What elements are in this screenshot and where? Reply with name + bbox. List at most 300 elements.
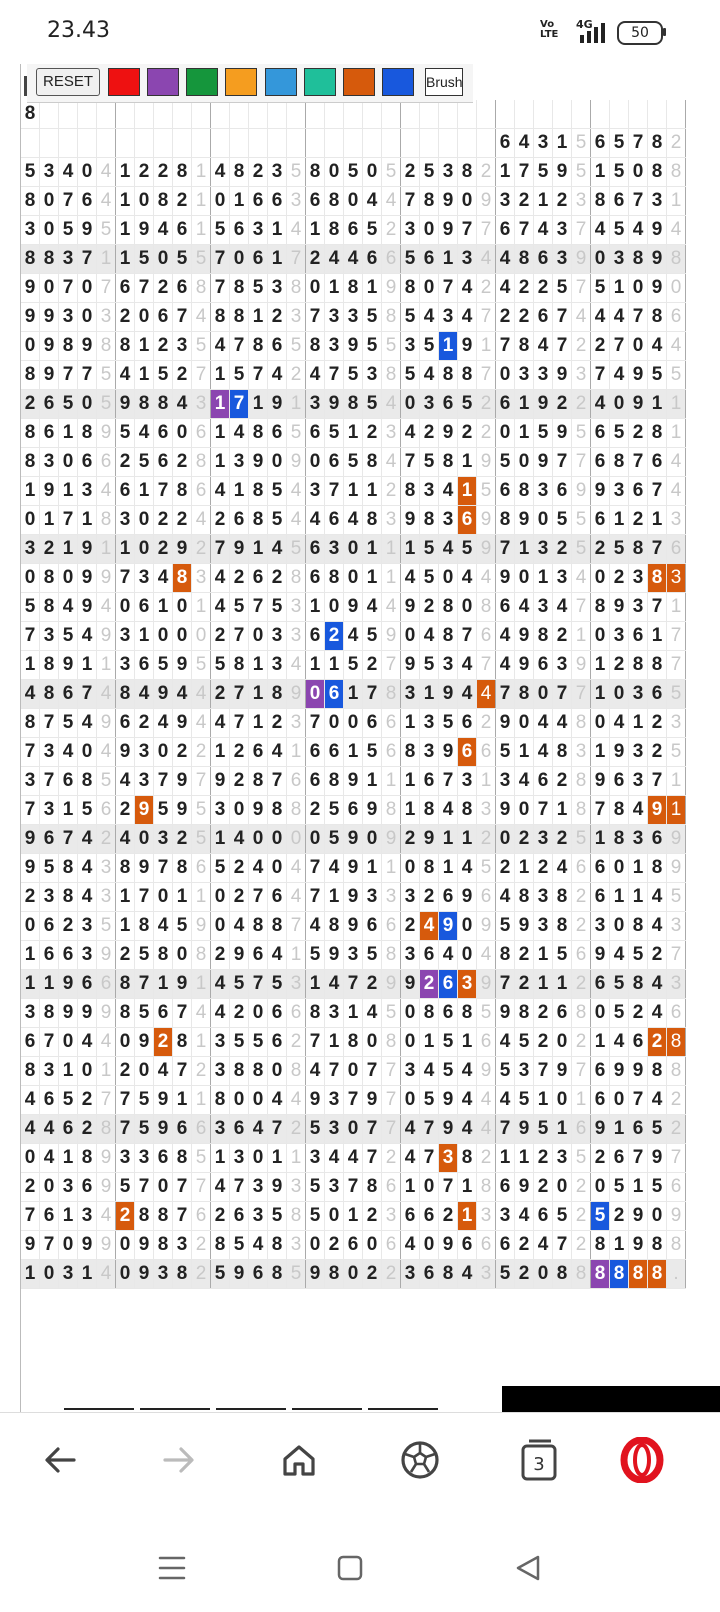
grid-cell[interactable]: 3 — [287, 187, 306, 216]
grid-cell[interactable]: 5 — [610, 129, 629, 158]
grid-cell[interactable]: 4 — [458, 1260, 477, 1289]
grid-cell[interactable]: 2 — [287, 1028, 306, 1057]
grid-cell[interactable]: 0 — [154, 1173, 173, 1202]
grid-cell[interactable] — [363, 129, 382, 158]
grid-cell[interactable]: 6 — [135, 651, 154, 680]
grid-cell[interactable]: 3 — [154, 825, 173, 854]
grid-cell[interactable]: 2 — [116, 448, 135, 477]
grid-cell[interactable]: 9 — [401, 970, 420, 999]
grid-cell[interactable]: 9 — [287, 448, 306, 477]
grid-cell[interactable]: 6 — [572, 1115, 591, 1144]
grid-cell[interactable]: 6 — [287, 999, 306, 1028]
grid-cell[interactable]: 0 — [420, 216, 439, 245]
grid-cell[interactable]: 8 — [211, 1231, 230, 1260]
grid-cell[interactable]: 8 — [249, 332, 268, 361]
grid-cell[interactable]: 0 — [515, 564, 534, 593]
grid-cell[interactable]: 4 — [420, 361, 439, 390]
grid-cell[interactable]: 9 — [40, 361, 59, 390]
grid-cell[interactable]: 7 — [572, 680, 591, 709]
grid-cell[interactable]: 7 — [154, 854, 173, 883]
grid-cell[interactable]: 1 — [591, 680, 610, 709]
grid-cell[interactable]: 7 — [192, 1173, 211, 1202]
grid-cell[interactable]: 8 — [249, 477, 268, 506]
grid-cell[interactable]: 8 — [230, 158, 249, 187]
grid-cell[interactable]: 9 — [97, 622, 116, 651]
grid-cell[interactable]: 1 — [344, 419, 363, 448]
grid-cell[interactable] — [211, 129, 230, 158]
grid-cell[interactable]: 4 — [515, 1202, 534, 1231]
grid-cell[interactable] — [344, 100, 363, 129]
grid-cell[interactable] — [59, 100, 78, 129]
grid-cell[interactable]: 2 — [629, 419, 648, 448]
grid-cell[interactable]: 9 — [515, 506, 534, 535]
grid-cell[interactable]: 6 — [306, 419, 325, 448]
grid-cell[interactable]: 6 — [572, 941, 591, 970]
grid-cell[interactable]: 2 — [667, 1115, 686, 1144]
grid-cell[interactable]: 2 — [211, 1202, 230, 1231]
grid-cell[interactable]: 2 — [477, 390, 496, 419]
grid-cell[interactable]: 9 — [648, 216, 667, 245]
grid-cell[interactable]: 4 — [477, 245, 496, 274]
grid-cell[interactable]: 7 — [306, 883, 325, 912]
grid-cell[interactable]: 7 — [477, 361, 496, 390]
grid-cell[interactable]: 4 — [230, 825, 249, 854]
grid-cell[interactable]: 2 — [420, 970, 439, 999]
grid-cell[interactable]: 0 — [268, 1057, 287, 1086]
grid-cell[interactable]: 5 — [192, 332, 211, 361]
grid-cell[interactable]: 1 — [534, 187, 553, 216]
grid-cell[interactable]: 5 — [325, 419, 344, 448]
grid-cell[interactable]: 9 — [40, 303, 59, 332]
grid-cell[interactable]: 5 — [401, 245, 420, 274]
grid-cell[interactable]: 8 — [287, 274, 306, 303]
grid-cell[interactable]: 6 — [287, 767, 306, 796]
grid-cell[interactable]: 0 — [610, 912, 629, 941]
grid-cell[interactable]: 4 — [496, 651, 515, 680]
grid-cell[interactable]: 0 — [344, 1260, 363, 1289]
grid-cell[interactable]: 7 — [629, 187, 648, 216]
grid-cell[interactable]: 1 — [610, 274, 629, 303]
grid-cell[interactable]: 9 — [458, 883, 477, 912]
grid-cell[interactable]: 1 — [458, 1028, 477, 1057]
grid-cell[interactable]: 9 — [496, 564, 515, 593]
grid-cell[interactable]: 7 — [230, 1173, 249, 1202]
grid-cell[interactable]: 8 — [230, 303, 249, 332]
grid-cell[interactable]: 6 — [59, 680, 78, 709]
grid-cell[interactable]: 4 — [420, 303, 439, 332]
grid-cell[interactable]: 0 — [610, 1086, 629, 1115]
grid-cell[interactable]: 6 — [667, 999, 686, 1028]
grid-cell[interactable]: 3 — [629, 680, 648, 709]
grid-cell[interactable]: 2 — [230, 883, 249, 912]
grid-cell[interactable]: 3 — [306, 1144, 325, 1173]
grid-cell[interactable]: 0 — [306, 448, 325, 477]
grid-cell[interactable]: 5 — [344, 651, 363, 680]
grid-cell[interactable] — [40, 100, 59, 129]
grid-cell[interactable]: 1 — [458, 448, 477, 477]
grid-cell[interactable] — [420, 100, 439, 129]
grid-cell[interactable]: 8 — [401, 738, 420, 767]
grid-cell[interactable]: 1 — [496, 158, 515, 187]
grid-cell[interactable]: 8 — [154, 187, 173, 216]
grid-cell[interactable]: 4 — [268, 1086, 287, 1115]
grid-cell[interactable]: 9 — [97, 564, 116, 593]
grid-cell[interactable]: 9 — [21, 1231, 40, 1260]
grid-cell[interactable]: 2 — [572, 970, 591, 999]
grid-cell[interactable]: 5 — [610, 999, 629, 1028]
grid-cell[interactable] — [477, 100, 496, 129]
grid-cell[interactable]: 6 — [21, 1028, 40, 1057]
grid-cell[interactable]: 8 — [420, 506, 439, 535]
grid-cell[interactable]: 3 — [439, 506, 458, 535]
grid-cell[interactable]: 0 — [59, 448, 78, 477]
grid-cell[interactable]: 6 — [496, 390, 515, 419]
grid-cell[interactable]: 1 — [591, 825, 610, 854]
grid-cell[interactable]: 5 — [534, 1115, 553, 1144]
grid-cell[interactable]: 8 — [591, 593, 610, 622]
grid-cell[interactable]: 2 — [591, 1144, 610, 1173]
grid-cell[interactable]: 5 — [192, 651, 211, 680]
grid-cell[interactable]: 8 — [591, 1231, 610, 1260]
grid-cell[interactable]: 1 — [211, 1144, 230, 1173]
grid-cell[interactable]: 5 — [667, 883, 686, 912]
grid-cell[interactable]: 4 — [439, 477, 458, 506]
grid-cell[interactable]: 6 — [534, 1202, 553, 1231]
grid-cell[interactable]: 1 — [192, 158, 211, 187]
grid-cell[interactable]: 4 — [610, 361, 629, 390]
grid-cell[interactable]: 9 — [21, 854, 40, 883]
grid-cell[interactable]: 7 — [154, 767, 173, 796]
grid-cell[interactable] — [420, 129, 439, 158]
grid-cell[interactable]: 6 — [477, 622, 496, 651]
grid-cell[interactable]: 5 — [591, 274, 610, 303]
grid-cell[interactable]: 6 — [382, 1231, 401, 1260]
grid-cell[interactable]: 3 — [40, 622, 59, 651]
grid-cell[interactable]: 9 — [648, 245, 667, 274]
grid-cell[interactable]: 3 — [97, 854, 116, 883]
grid-cell[interactable]: 3 — [40, 158, 59, 187]
grid-cell[interactable]: 0 — [401, 854, 420, 883]
grid-cell[interactable]: 1 — [59, 477, 78, 506]
grid-cell[interactable]: 9 — [439, 738, 458, 767]
grid-cell[interactable]: 2 — [572, 912, 591, 941]
grid-cell[interactable]: 5 — [21, 158, 40, 187]
grid-cell[interactable]: 4 — [268, 535, 287, 564]
grid-cell[interactable]: 0 — [344, 1057, 363, 1086]
grid-cell[interactable] — [306, 100, 325, 129]
grid-cell[interactable]: 9 — [648, 796, 667, 825]
grid-cell[interactable]: 7 — [648, 535, 667, 564]
grid-cell[interactable]: 5 — [610, 970, 629, 999]
grid-cell[interactable]: 1 — [439, 332, 458, 361]
grid-cell[interactable]: 1 — [667, 187, 686, 216]
grid-cell[interactable]: 2 — [211, 680, 230, 709]
grid-cell[interactable]: 1 — [249, 303, 268, 332]
brush-button[interactable]: Brush — [425, 68, 463, 96]
grid-cell[interactable]: 3 — [116, 1144, 135, 1173]
grid-cell[interactable]: 0 — [249, 1144, 268, 1173]
grid-cell[interactable]: 3 — [268, 622, 287, 651]
grid-cell[interactable]: 6 — [439, 883, 458, 912]
grid-cell[interactable]: 1 — [591, 1028, 610, 1057]
grid-cell[interactable]: 4 — [211, 1173, 230, 1202]
grid-cell[interactable]: 3 — [306, 477, 325, 506]
grid-cell[interactable]: 8 — [21, 419, 40, 448]
grid-cell[interactable]: 1 — [59, 1057, 78, 1086]
grid-cell[interactable]: 5 — [496, 1057, 515, 1086]
grid-cell[interactable]: 0 — [458, 912, 477, 941]
grid-cell[interactable]: 4 — [40, 1115, 59, 1144]
grid-cell[interactable]: 6 — [306, 767, 325, 796]
grid-cell[interactable]: 0 — [173, 941, 192, 970]
grid-cell[interactable] — [553, 100, 572, 129]
grid-cell[interactable]: 8 — [648, 564, 667, 593]
grid-cell[interactable]: 4 — [135, 419, 154, 448]
grid-cell[interactable]: 5 — [363, 738, 382, 767]
grid-cell[interactable]: 4 — [401, 419, 420, 448]
grid-cell[interactable]: 7 — [135, 274, 154, 303]
grid-cell[interactable]: 4 — [116, 825, 135, 854]
grid-cell[interactable]: 2 — [401, 912, 420, 941]
grid-cell[interactable]: 2 — [173, 506, 192, 535]
grid-cell[interactable]: 8 — [21, 448, 40, 477]
grid-cell[interactable]: 8 — [59, 854, 78, 883]
grid-cell[interactable]: 9 — [268, 390, 287, 419]
grid-cell[interactable]: 1 — [268, 245, 287, 274]
grid-cell[interactable]: 6 — [496, 129, 515, 158]
grid-cell[interactable]: 2 — [477, 1144, 496, 1173]
grid-cell[interactable]: 5 — [382, 999, 401, 1028]
grid-cell[interactable]: 0 — [59, 1028, 78, 1057]
grid-cell[interactable]: 3 — [211, 1115, 230, 1144]
grid-cell[interactable]: 9 — [249, 796, 268, 825]
grid-cell[interactable]: 8 — [306, 158, 325, 187]
grid-cell[interactable]: 7 — [572, 448, 591, 477]
grid-cell[interactable]: 3 — [135, 564, 154, 593]
grid-cell[interactable]: 1 — [192, 593, 211, 622]
number-grid[interactable] — [21, 100, 686, 1289]
grid-cell[interactable]: 5 — [135, 941, 154, 970]
grid-cell[interactable]: 9 — [59, 970, 78, 999]
grid-cell[interactable] — [211, 100, 230, 129]
grid-cell[interactable]: 6 — [591, 419, 610, 448]
grid-cell[interactable]: 9 — [382, 825, 401, 854]
grid-cell[interactable]: 3 — [572, 361, 591, 390]
grid-cell[interactable]: 4 — [325, 245, 344, 274]
grid-cell[interactable]: 7 — [249, 970, 268, 999]
grid-cell[interactable]: 2 — [515, 274, 534, 303]
grid-cell[interactable]: 7 — [287, 912, 306, 941]
grid-cell[interactable]: 1 — [363, 477, 382, 506]
grid-cell[interactable]: 4 — [192, 680, 211, 709]
grid-cell[interactable]: 9 — [496, 999, 515, 1028]
grid-cell[interactable]: 2 — [477, 158, 496, 187]
grid-cell[interactable]: 0 — [325, 158, 344, 187]
grid-cell[interactable]: 4 — [78, 883, 97, 912]
grid-cell[interactable]: 9 — [591, 477, 610, 506]
grid-cell[interactable]: 4 — [610, 709, 629, 738]
grid-cell[interactable]: 5 — [572, 129, 591, 158]
grid-cell[interactable]: 5 — [572, 506, 591, 535]
grid-cell[interactable]: 1 — [116, 245, 135, 274]
grid-cell[interactable]: 5 — [97, 390, 116, 419]
grid-cell[interactable]: 4 — [610, 941, 629, 970]
grid-cell[interactable]: 3 — [116, 651, 135, 680]
grid-cell[interactable]: 9 — [173, 970, 192, 999]
grid-cell[interactable]: 9 — [534, 448, 553, 477]
grid-cell[interactable]: 0 — [287, 825, 306, 854]
grid-cell[interactable]: 2 — [116, 1202, 135, 1231]
grid-cell[interactable]: 8 — [363, 1173, 382, 1202]
grid-cell[interactable]: 8 — [21, 709, 40, 738]
grid-cell[interactable]: 1 — [401, 796, 420, 825]
grid-cell[interactable]: 8 — [439, 448, 458, 477]
grid-cell[interactable] — [439, 100, 458, 129]
grid-cell[interactable]: 6 — [648, 825, 667, 854]
grid-cell[interactable]: 9 — [515, 651, 534, 680]
grid-cell[interactable]: 2 — [553, 390, 572, 419]
grid-cell[interactable]: 1 — [572, 622, 591, 651]
grid-cell[interactable]: 8 — [363, 506, 382, 535]
grid-cell[interactable]: 6 — [40, 1202, 59, 1231]
grid-cell[interactable]: 6 — [382, 1173, 401, 1202]
grid-cell[interactable]: 7 — [306, 1028, 325, 1057]
grid-cell[interactable]: 4 — [344, 245, 363, 274]
grid-cell[interactable]: 5 — [534, 419, 553, 448]
grid-cell[interactable]: 8 — [572, 1260, 591, 1289]
grid-cell[interactable]: 8 — [287, 1202, 306, 1231]
grid-cell[interactable]: 3 — [21, 767, 40, 796]
grid-cell[interactable]: 4 — [667, 448, 686, 477]
grid-cell[interactable]: 1 — [306, 651, 325, 680]
grid-cell[interactable]: 3 — [458, 767, 477, 796]
grid-cell[interactable]: 1 — [211, 448, 230, 477]
grid-cell[interactable]: 3 — [477, 1202, 496, 1231]
grid-cell[interactable]: 7 — [268, 767, 287, 796]
grid-cell[interactable]: 7 — [135, 970, 154, 999]
grid-cell[interactable]: 3 — [515, 1057, 534, 1086]
grid-cell[interactable]: 1 — [230, 477, 249, 506]
grid-cell[interactable]: 4 — [477, 680, 496, 709]
grid-cell[interactable]: 9 — [154, 680, 173, 709]
grid-cell[interactable]: 2 — [230, 767, 249, 796]
grid-cell[interactable]: 2 — [363, 419, 382, 448]
grid-cell[interactable]: 0 — [401, 390, 420, 419]
grid-cell[interactable]: 9 — [135, 854, 154, 883]
grid-cell[interactable]: 8 — [40, 564, 59, 593]
grid-cell[interactable]: 8 — [230, 1057, 249, 1086]
grid-cell[interactable]: 4 — [287, 854, 306, 883]
grid-cell[interactable]: 9 — [382, 970, 401, 999]
grid-cell[interactable]: 8 — [40, 651, 59, 680]
grid-cell[interactable]: 1 — [325, 651, 344, 680]
grid-cell[interactable] — [325, 100, 344, 129]
grid-cell[interactable]: 3 — [534, 593, 553, 622]
grid-cell[interactable]: 7 — [21, 622, 40, 651]
grid-cell[interactable]: 7 — [496, 332, 515, 361]
grid-cell[interactable]: 4 — [667, 216, 686, 245]
grid-cell[interactable]: 6 — [610, 1144, 629, 1173]
grid-cell[interactable]: 9 — [477, 187, 496, 216]
grid-cell[interactable]: 0 — [401, 1086, 420, 1115]
grid-cell[interactable] — [192, 100, 211, 129]
grid-cell[interactable]: 3 — [496, 767, 515, 796]
grid-cell[interactable]: 7 — [553, 448, 572, 477]
grid-cell[interactable]: 4 — [97, 680, 116, 709]
grid-cell[interactable]: 4 — [515, 593, 534, 622]
grid-cell[interactable]: 5 — [135, 245, 154, 274]
grid-cell[interactable]: 6 — [591, 970, 610, 999]
grid-cell[interactable]: 5 — [572, 535, 591, 564]
grid-cell[interactable]: 7 — [382, 1086, 401, 1115]
grid-cell[interactable]: 7 — [401, 448, 420, 477]
grid-cell[interactable]: 1 — [21, 1260, 40, 1289]
grid-cell[interactable] — [249, 100, 268, 129]
grid-cell[interactable]: 0 — [154, 622, 173, 651]
grid-cell[interactable]: 8 — [534, 622, 553, 651]
grid-cell[interactable]: 3 — [325, 999, 344, 1028]
grid-cell[interactable]: 5 — [344, 448, 363, 477]
grid-cell[interactable]: 0 — [249, 825, 268, 854]
grid-cell[interactable]: 8 — [648, 854, 667, 883]
grid-cell[interactable]: 4 — [230, 419, 249, 448]
grid-cell[interactable]: 6 — [667, 535, 686, 564]
grid-cell[interactable]: 0 — [21, 506, 40, 535]
grid-cell[interactable]: 1 — [629, 1173, 648, 1202]
grid-cell[interactable]: 2 — [382, 477, 401, 506]
grid-cell[interactable]: 2 — [116, 941, 135, 970]
grid-cell[interactable]: 3 — [78, 941, 97, 970]
grid-cell[interactable] — [287, 100, 306, 129]
grid-cell[interactable]: 4 — [648, 1086, 667, 1115]
grid-cell[interactable]: 4 — [59, 158, 78, 187]
grid-cell[interactable]: 6 — [420, 1260, 439, 1289]
grid-cell[interactable]: 1 — [21, 970, 40, 999]
grid-cell[interactable]: 3 — [249, 1173, 268, 1202]
grid-cell[interactable]: 2 — [591, 332, 610, 361]
grid-cell[interactable]: 2 — [268, 564, 287, 593]
grid-cell[interactable]: 6 — [173, 274, 192, 303]
grid-cell[interactable]: 1 — [629, 709, 648, 738]
grid-cell[interactable]: 9 — [477, 535, 496, 564]
grid-cell[interactable]: 8 — [192, 448, 211, 477]
grid-cell[interactable]: 9 — [211, 767, 230, 796]
grid-cell[interactable]: 1 — [591, 158, 610, 187]
grid-cell[interactable]: 7 — [135, 883, 154, 912]
grid-cell[interactable]: 4 — [97, 158, 116, 187]
grid-cell[interactable]: 6 — [553, 477, 572, 506]
grid-cell[interactable]: 0 — [515, 448, 534, 477]
grid-cell[interactable] — [572, 100, 591, 129]
grid-cell[interactable]: 1 — [135, 361, 154, 390]
grid-cell[interactable]: 8 — [553, 883, 572, 912]
grid-cell[interactable]: 9 — [344, 767, 363, 796]
grid-cell[interactable]: 4 — [344, 506, 363, 535]
grid-cell[interactable]: 6 — [458, 709, 477, 738]
grid-cell[interactable]: 5 — [534, 158, 553, 187]
grid-cell[interactable]: 5 — [97, 912, 116, 941]
grid-cell[interactable]: 0 — [154, 883, 173, 912]
grid-cell[interactable]: 2 — [572, 883, 591, 912]
grid-cell[interactable]: 8 — [287, 1057, 306, 1086]
grid-cell[interactable]: 3 — [363, 361, 382, 390]
grid-cell[interactable]: 7 — [458, 622, 477, 651]
grid-cell[interactable]: 4 — [534, 216, 553, 245]
grid-cell[interactable]: 9 — [439, 216, 458, 245]
grid-cell[interactable]: 6 — [496, 477, 515, 506]
grid-cell[interactable]: 1 — [135, 622, 154, 651]
grid-cell[interactable]: 9 — [97, 1231, 116, 1260]
